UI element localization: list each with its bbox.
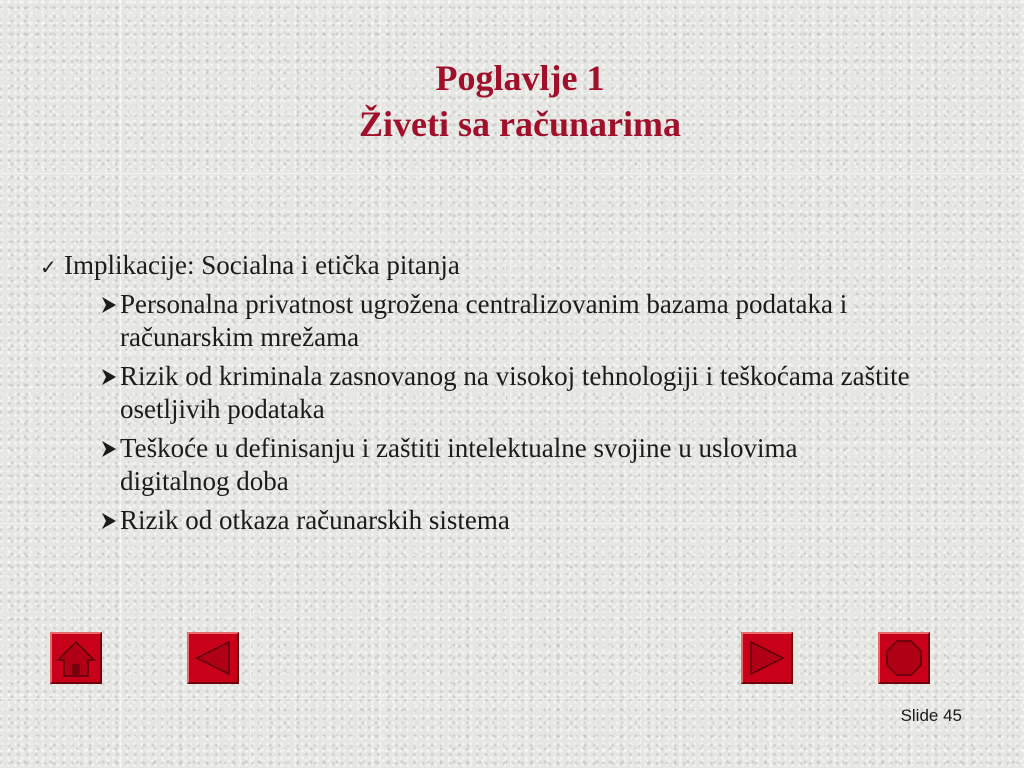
sub-bullet-text: Teškoće u definisanju i zaštiti intelektualne svojine u uslovima digitalnog doba (120, 433, 798, 496)
stop-icon (880, 634, 928, 682)
title-line-2: Živeti sa računarima (359, 104, 681, 144)
arrow-bullet-icon (100, 368, 120, 388)
arrow-bullet-icon (100, 512, 120, 532)
home-icon (52, 634, 100, 682)
slide-title (0, 55, 1024, 147)
slide-content (40, 248, 940, 543)
arrow-bullet-icon (100, 440, 120, 460)
sub-bullet (100, 360, 940, 426)
sub-bullet-text: Personalna privatnost ugrožena centralizovanim bazama podataka i računarskim mrežama (120, 289, 848, 352)
forward-button[interactable] (741, 632, 793, 684)
main-bullet-text: Implikacije: Socialna i etička pitanja (64, 250, 460, 280)
end-button[interactable] (878, 632, 930, 684)
checkmark-icon: ✓ (40, 255, 57, 279)
forward-arrow-icon (743, 634, 791, 682)
sub-bullet (100, 288, 940, 354)
arrow-bullet-icon (100, 296, 120, 316)
sub-bullet-text: Rizik od kriminala zasnovanog na visokoj tehnologiji i teškoćama zaštite osetljivih podataka (120, 361, 910, 424)
slide-number: Slide 45 (900, 706, 962, 725)
title-line-1: Poglavlje 1 (435, 58, 605, 98)
sub-bullet (100, 504, 940, 537)
sub-bullet (100, 432, 940, 498)
main-bullet (40, 248, 940, 284)
back-arrow-icon (189, 634, 237, 682)
sub-bullet-list (40, 288, 940, 537)
sub-bullet-text: Rizik od otkaza računarskih sistema (120, 505, 510, 535)
back-button[interactable] (187, 632, 239, 684)
home-button[interactable] (50, 632, 102, 684)
